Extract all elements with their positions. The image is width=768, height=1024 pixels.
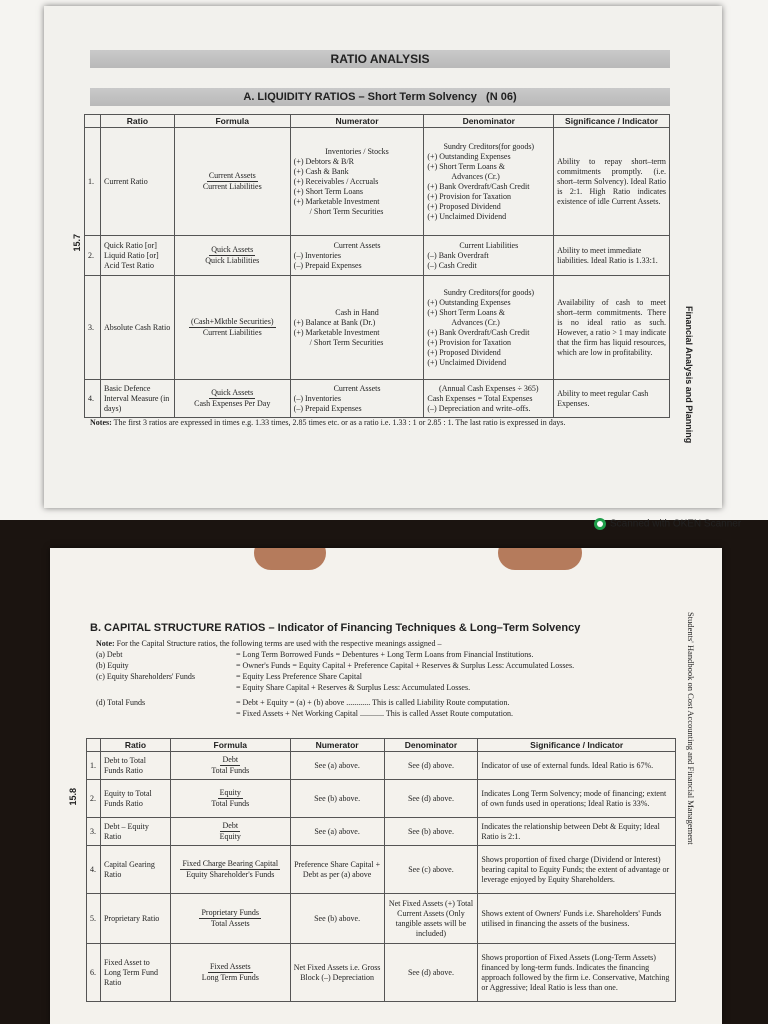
note-text: The first 3 ratios are expressed in times e.g. 1.33 times, 2.85 times etc. or as a ratio i.e. 1.33 : 1 or 2.85 : 1. The last ratio is expressed in days. [113,418,566,427]
formula-numerator: Quick Assets [211,245,254,254]
definition-label: (b) Equity [96,661,129,670]
denominator-cell [424,236,554,276]
list-item: (+) Short Term Loans [293,186,364,196]
row-number: 1. [87,752,101,780]
list-item: Current Assets [333,240,381,250]
table-row [87,944,676,1002]
table-row [87,780,676,818]
formula-numerator: Proprietary Funds [201,908,260,917]
definition-text: = Owner's Funds = Equity Capital + Preference Capital + Reserves & Surplus Less: Accumulated Losses. [236,661,575,670]
formula [174,276,290,380]
col-numerator: Numerator [290,115,424,128]
formula [170,894,290,944]
definition-row [96,671,676,682]
table-row [87,846,676,894]
numerator-cell: See (b) above. [290,780,384,818]
list-item: Current Liabilities [459,240,519,250]
denominator-cell [424,276,554,380]
formula-denominator: Equity Shareholder's Funds [186,870,275,879]
formula-denominator: Current Liabilities [202,182,262,191]
table-row [85,276,670,380]
definition-text: = Equity Share Capital + Reserves & Surplus Less: Accumulated Losses. [236,683,471,692]
note-label: Notes: [90,418,112,427]
ratio-name: Current Ratio [100,128,174,236]
list-item: Cash in Hand [335,307,379,317]
col-significance: Significance / Indicator [554,115,670,128]
list-item: (+) Cash & Bank [293,166,349,176]
denominator-cell: See (c) above. [384,846,478,894]
denominator-cell: See (d) above. [384,944,478,1002]
list-item: (+) Marketable Investment [293,327,380,337]
ratio-name: Debt – Equity Ratio [100,818,170,846]
list-item: (–) Cash Credit [427,260,477,270]
col-formula: Formula [174,115,290,128]
section-title: A. LIQUIDITY RATIOS – Short Term Solvency [243,91,477,103]
definition-text: = Fixed Assets + Net Working Capital ............ This is called Asset Route computation. [236,709,513,718]
row-number: 4. [85,380,101,418]
definition-text: = Debt + Equity = (a) + (b) above ............ This is called Liability Route computation. [236,698,510,707]
significance-text: Indicates the relationship between Debt & Equity; Ideal Ratio is 2:1. [478,818,676,846]
table-row [87,818,676,846]
col-denominator: Denominator [384,739,478,752]
ratio-name: Basic Defence Interval Measure (in days) [100,380,174,418]
formula-denominator: Long Term Funds [201,973,259,982]
definition-row [96,682,676,693]
numerator-cell: Preference Share Capital + Debt as per (a) above [290,846,384,894]
significance-text: Ability to repay short–term commitments promptly. (i.e. short–term Solvency). Ideal Ratio is 2:1. High Ratio indicates existence of idle Current Assets. [554,128,670,236]
page-capital-structure [50,548,722,1024]
ratio-name: Absolute Cash Ratio [100,276,174,380]
numerator-cell [290,236,424,276]
list-item: Advances (Cr.) [451,171,500,181]
list-item: (+) Provision for Taxation [427,191,511,201]
numerator-cell: See (a) above. [290,752,384,780]
significance-text: Ability to meet regular Cash Expenses. [554,380,670,418]
ratio-name: Quick Ratio [or] Liquid Ratio [or] Acid Test Ratio [100,236,174,276]
formula-denominator: Total Assets [210,919,250,928]
col-formula: Formula [170,739,290,752]
table-header-row [85,115,670,128]
row-number: 2. [85,236,101,276]
list-item: (+) Outstanding Expenses [427,151,511,161]
denominator-cell [424,128,554,236]
list-item: Cash Expenses = Total Expenses [427,393,533,403]
definition-label: (c) Equity Shareholders' Funds [96,672,195,681]
denominator-cell: See (b) above. [384,818,478,846]
formula-denominator: Total Funds [211,766,250,775]
ratio-name: Debt to Total Funds Ratio [100,752,170,780]
formula-numerator: Current Assets [208,171,256,180]
formula-numerator: Fixed Assets [209,962,251,971]
definitions-block [96,638,676,719]
significance-text: Shows proportion of Fixed Assets (Long-Term Assets) financed by long-term funds. Indicates the financing approach followed by the firm i.e. Conservative, Matching or Aggressive; Ideal Ratio is less than one. [478,944,676,1002]
running-header: Students' Handbook on Cost Accounting and Financial Management [686,612,696,845]
formula [170,818,290,846]
numerator-cell [290,128,424,236]
col-numerator: Numerator [290,739,384,752]
ratio-name: Equity to Total Funds Ratio [100,780,170,818]
note-intro [96,638,676,649]
formula-denominator: Current Liabilities [202,328,262,337]
significance-text: Shows proportion of fixed charge (Dividend or Interest) bearing capital to Equity Funds; the extent of advantage or leverage enjoyed by Equity Shareholders. [478,846,676,894]
significance-text: Indicates Long Term Solvency; mode of financing; extent of own funds used in operations; Ideal Ratio is 33%. [478,780,676,818]
table-row [85,380,670,418]
significance-text: Ability to meet immediate liabilities. Ideal Ratio is 1.33:1. [554,236,670,276]
note-label: Note: [96,639,115,648]
numerator-cell: Net Fixed Assets i.e. Gross Block (–) Depreciation [290,944,384,1002]
section-code: (N 06) [486,91,517,103]
list-item: Current Assets [333,383,381,393]
page-title: RATIO ANALYSIS [90,50,670,68]
formula [174,236,290,276]
formula-denominator: Equity [219,832,241,841]
note-intro-text: For the Capital Structure ratios, the following terms are used with the respective meanings assigned – [116,639,442,648]
row-number: 4. [87,846,101,894]
definition-label: (a) Debt [96,650,123,659]
row-number: 1. [85,128,101,236]
definition-text: = Equity Less Preference Share Capital [236,672,363,681]
list-item: (+) Proposed Dividend [427,347,501,357]
scanner-label: Scanned with OKEN Scanner [610,518,742,530]
numerator-cell: See (a) above. [290,818,384,846]
running-header: Financial Analysis and Planning [684,306,694,444]
table-row [85,236,670,276]
row-number: 3. [85,276,101,380]
list-item: (+) Bank Overdraft/Cash Credit [427,327,530,337]
table-row [87,752,676,780]
list-item: (+) Short Term Loans & [427,307,505,317]
formula [170,944,290,1002]
definition-label: (d) Total Funds [96,698,146,707]
significance-text: Indicator of use of external funds. Ideal Ratio is 67%. [478,752,676,780]
denominator-cell [424,380,554,418]
list-item: (–) Bank Overdraft [427,250,489,260]
list-item: Inventories / Stocks [325,146,389,156]
list-item: (+) Unclaimed Dividend [427,211,507,221]
definition-row [96,697,676,708]
col-denominator: Denominator [424,115,554,128]
list-item: (+) Provision for Taxation [427,337,511,347]
formula [174,380,290,418]
row-number: 5. [87,894,101,944]
list-item: Advances (Cr.) [451,317,500,327]
list-item: (–) Prepaid Expenses [293,403,362,413]
significance-text: Availability of cash to meet short–term commitments. There is no ideal ratio as such. However, a ratio > 1 may indicate that the firm has liquid resources, which are low in profitability. [554,276,670,380]
list-item: / Short Term Securities [309,337,384,347]
page-number: 15.7 [72,234,82,252]
formula [170,780,290,818]
ratio-name: Proprietary Ratio [100,894,170,944]
list-item: (+) Marketable Investment [293,196,380,206]
section-heading: B. CAPITAL STRUCTURE RATIOS – Indicator of Financing Techniques & Long–Term Solvency [90,622,581,634]
formula-numerator: Quick Assets [211,388,254,397]
formula [174,128,290,236]
list-item: (–) Depreciation and write–offs. [427,403,531,413]
thumb-left [254,548,326,570]
row-number: 2. [87,780,101,818]
list-item: (+) Proposed Dividend [427,201,501,211]
definition-row [96,649,676,660]
list-item: (+) Debtors & B/R [293,156,354,166]
list-item: (+) Balance at Bank (Dr.) [293,317,376,327]
table-row [85,128,670,236]
denominator-cell: See (d) above. [384,780,478,818]
col-ratio: Ratio [100,115,174,128]
page-liquidity-ratios [44,6,722,508]
list-item: (–) Prepaid Expenses [293,260,362,270]
formula-numerator: Debt [222,821,239,830]
ratio-name: Capital Gearing Ratio [100,846,170,894]
list-item: (+) Short Term Loans & [427,161,505,171]
formula [170,752,290,780]
list-item: Sundry Creditors(for goods) [443,287,535,297]
numerator-cell [290,380,424,418]
row-number: 6. [87,944,101,1002]
liquidity-table [84,114,670,418]
formula [170,846,290,894]
page-number: 15.8 [68,788,78,806]
row-number: 3. [87,818,101,846]
formula-numerator: Equity [219,788,241,797]
denominator-cell: See (d) above. [384,752,478,780]
list-item: (+) Outstanding Expenses [427,297,511,307]
list-item: (Annual Cash Expenses ÷ 365) [439,383,539,393]
significance-text: Shows extent of Owners' Funds i.e. Shareholders' Funds utilised in financing the assets of the business. [478,894,676,944]
definition-row [96,660,676,671]
list-item: (+) Receivables / Accruals [293,176,379,186]
denominator-cell: Net Fixed Assets (+) Total Current Assets (Only tangible assets will be included) [384,894,478,944]
col-significance: Significance / Indicator [478,739,676,752]
formula-numerator: Fixed Charge Bearing Capital [182,859,279,868]
table-row [87,894,676,944]
list-item: (+) Bank Overdraft/Cash Credit [427,181,530,191]
formula-denominator: Cash Expenses Per Day [194,399,271,408]
col-ratio: Ratio [100,739,170,752]
list-item: (+) Unclaimed Dividend [427,357,507,367]
section-heading [90,88,670,106]
formula-denominator: Quick Liabilities [205,256,260,265]
ratio-name: Fixed Asset to Long Term Fund Ratio [100,944,170,1002]
scanner-watermark [594,518,741,530]
list-item: Sundry Creditors(for goods) [443,141,535,151]
formula-numerator: Debt [222,755,239,764]
table-note [90,418,690,427]
list-item: (–) Inventories [293,393,341,403]
formula-denominator: Total Funds [211,799,250,808]
numerator-cell [290,276,424,380]
capital-structure-table [86,738,676,1002]
definition-row [96,708,676,719]
list-item: (–) Inventories [293,250,341,260]
table-header-row [87,739,676,752]
thumb-right [498,548,582,570]
scanner-logo-icon [594,518,606,530]
definition-text: = Long Term Borrowed Funds = Debentures + Long Term Loans from Financial Institutions. [236,650,534,659]
list-item: / Short Term Securities [309,206,384,216]
formula-numerator: (Cash+Mktble Securities) [191,317,274,326]
numerator-cell: See (b) above. [290,894,384,944]
